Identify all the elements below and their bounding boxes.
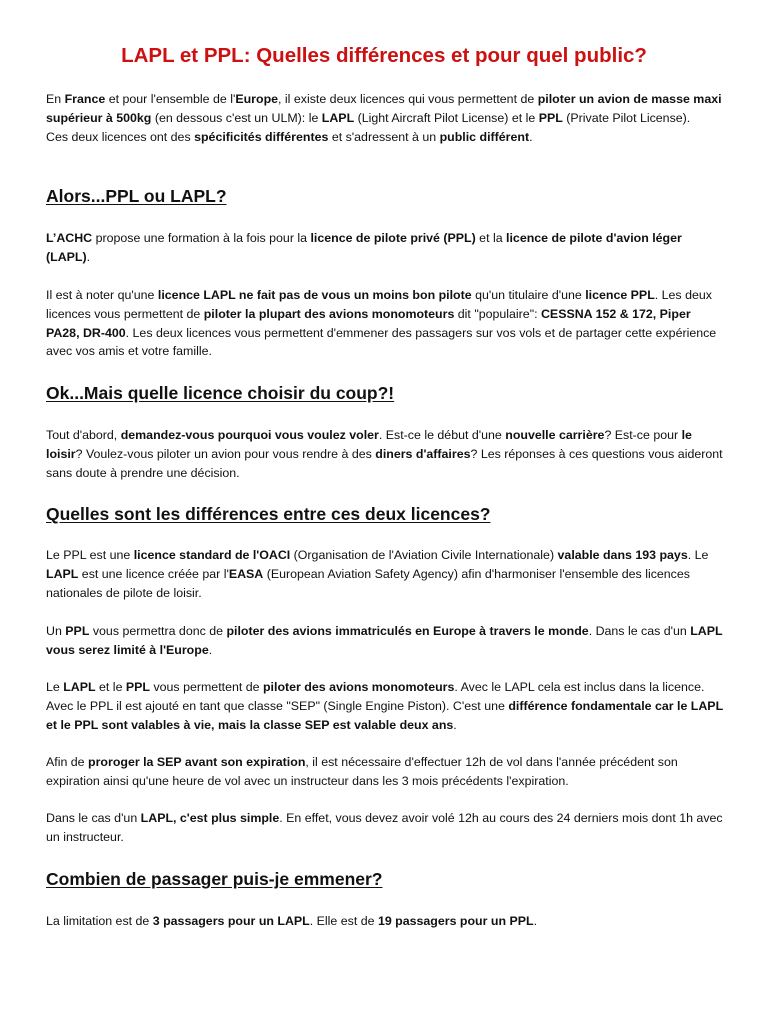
text-run: Tout d'abord, (46, 428, 121, 442)
bold-text: CESSNA 152 & 172, Piper PA28, DR-400 (46, 306, 691, 340)
text-run: . Est-ce le début d'une (378, 428, 506, 442)
bold-text: EASA (228, 566, 264, 581)
paragraph-achc (46, 229, 726, 267)
text-run: La limitation est de (46, 914, 153, 928)
paragraph-lapl-simple (46, 809, 726, 847)
text-run: (en dessous c'est un ULM): le (151, 110, 322, 125)
text-run: , il existe deux licences qui vous permettent de (278, 92, 538, 106)
bold-text: LAPL (321, 110, 355, 125)
bold-text: piloter la plupart des avions monomoteurs (203, 306, 455, 321)
heading-differences: Quelles sont les différences entre ces deux licences? (46, 504, 491, 524)
bold-text: le loisir (46, 428, 692, 461)
bold-text: proroger la SEP avant son expiration (88, 755, 306, 769)
text-run: et la (475, 231, 507, 245)
bold-text: licence de pilote privé (PPL) (310, 231, 476, 245)
bold-text: PPL (65, 624, 90, 638)
bold-text: public différent (439, 129, 530, 144)
bold-text: 3 passagers pour un LAPL (152, 914, 310, 928)
bold-text: différence fondamentale car le LAPL et le PPL sont valables à vie, mais la classe SEP est valable deux ans (46, 698, 723, 732)
text-run: , il est nécessaire d'effectuer 12h de vol dans l'année précédent son expiration ainsi qu'une heure de vol avec un instructeur dans les 3 mois précédents l'expiration. (46, 755, 678, 788)
paragraph-europe (46, 622, 726, 660)
bold-text: LAPL (63, 680, 96, 694)
text-run: Afin de (46, 755, 89, 769)
intro-line-2 (46, 128, 726, 147)
text-run: . Elle est de (309, 914, 378, 928)
paragraph-sep (46, 678, 726, 734)
text-run: . Les deux licences vous permettent d'emmener des passagers sur vos vols et de partager cette expérience avec vos amis et votre famille. (46, 325, 717, 359)
text-run: . Les deux licences vous permettent de (46, 288, 712, 321)
bold-text: piloter des avions monomoteurs (262, 680, 455, 694)
text-run: . (453, 717, 457, 732)
text-run: Il est à noter qu'une (46, 288, 158, 302)
text-run: et s'adressent à un (328, 129, 440, 144)
bold-text: PPL (125, 680, 151, 694)
text-run: Ces deux licences ont des (46, 129, 195, 144)
bold-text: licence LAPL ne fait pas de vous un moins bon pilote (157, 288, 472, 302)
text-run: . Dans le cas d'un (588, 624, 691, 638)
bold-text: 19 passagers pour un PPL (377, 914, 534, 928)
text-run: ? Est-ce pour (604, 428, 682, 442)
heading-passagers: Combien de passager puis-je emmener? (46, 869, 383, 889)
text-run: . (208, 642, 213, 657)
text-run: (Light Aircraft Pilot License) et le (354, 110, 539, 125)
text-run: est une licence créée par l' (78, 566, 229, 581)
intro-paragraph (46, 90, 726, 146)
text-run: . (529, 129, 533, 144)
text-run: En (46, 92, 65, 106)
paragraph-proroger (46, 753, 726, 791)
bold-text: PPL (538, 110, 563, 125)
text-run: (European Aviation Safety Agency) afin d'harmoniser l'ensemble des licences nationales de pilote de loisir. (46, 566, 690, 600)
bold-text: spécificités différentes (194, 129, 329, 144)
bold-text: Europe (235, 92, 279, 106)
bold-text: licence standard de l'OACI (133, 548, 291, 562)
bold-text: LAPL, c'est plus simple (140, 811, 280, 825)
paragraph-ppl-oaci (46, 546, 726, 602)
paragraph-note (46, 286, 726, 361)
bold-text: valable dans 193 pays (557, 548, 688, 562)
text-run: Le PPL est une (46, 548, 134, 562)
bold-text: diners d'affaires (375, 446, 471, 461)
text-run: Dans le cas d'un (46, 811, 141, 825)
page-title: LAPL et PPL: Quelles différences et pour quel public? (121, 44, 647, 67)
intro-line-1 (46, 90, 726, 128)
bold-text: LAPL vous serez limité à l'Europe (46, 624, 723, 657)
text-run: . Le (687, 548, 709, 562)
text-run: (Private Pilot License). (562, 110, 691, 125)
heading-alors: Alors...PPL ou LAPL? (46, 186, 227, 206)
text-run: vous permettra donc de (89, 624, 227, 638)
heading-choisir: Ok...Mais quelle licence choisir du coup?! (46, 383, 395, 403)
bold-text: L’ACHC (46, 231, 93, 245)
text-run: (Organisation de l'Aviation Civile Internationale) (290, 548, 558, 562)
text-run: Un (46, 624, 66, 638)
text-run: . (86, 249, 91, 264)
text-run: ? Les réponses à ces questions vous aideront sans doute à prendre une décision. (46, 446, 723, 480)
text-run: et le (95, 680, 126, 694)
text-run: vous permettent de (150, 680, 263, 694)
text-run: . (533, 914, 538, 928)
bold-text: piloter un avion de masse maxi supérieur à 500kg (46, 92, 722, 125)
text-run: propose une formation à la fois pour la (92, 231, 311, 245)
bold-text: licence PPL (585, 288, 655, 302)
paragraph-tout-abord (46, 426, 726, 482)
text-run: qu'un titulaire d'une (471, 288, 586, 302)
text-run: . Avec le LAPL cela est inclus dans la licence. Avec le PPL il est ajouté en tant que classe "SEP" (Single Engine Piston). C'est une (46, 680, 705, 713)
bold-text: piloter des avions immatriculés en Europe à travers le monde (226, 624, 589, 638)
text-run: et pour l'ensemble de l' (105, 92, 236, 106)
text-run: dit "populaire": (454, 306, 541, 321)
text-run: ? Voulez-vous piloter un avion pour vous rendre à des (75, 446, 376, 461)
paragraph-passagers (46, 912, 726, 931)
bold-text: nouvelle carrière (505, 428, 605, 442)
bold-text: licence de pilote d'avion léger (LAPL) (46, 231, 682, 264)
text-run: Le (46, 680, 64, 694)
bold-text: demandez-vous pourquoi vous voulez voler (120, 428, 379, 442)
bold-text: LAPL (46, 566, 79, 581)
bold-text: France (64, 92, 106, 106)
text-run: . En effet, vous devez avoir volé 12h au cours des 24 derniers mois dont 1h avec un instructeur. (46, 811, 723, 844)
